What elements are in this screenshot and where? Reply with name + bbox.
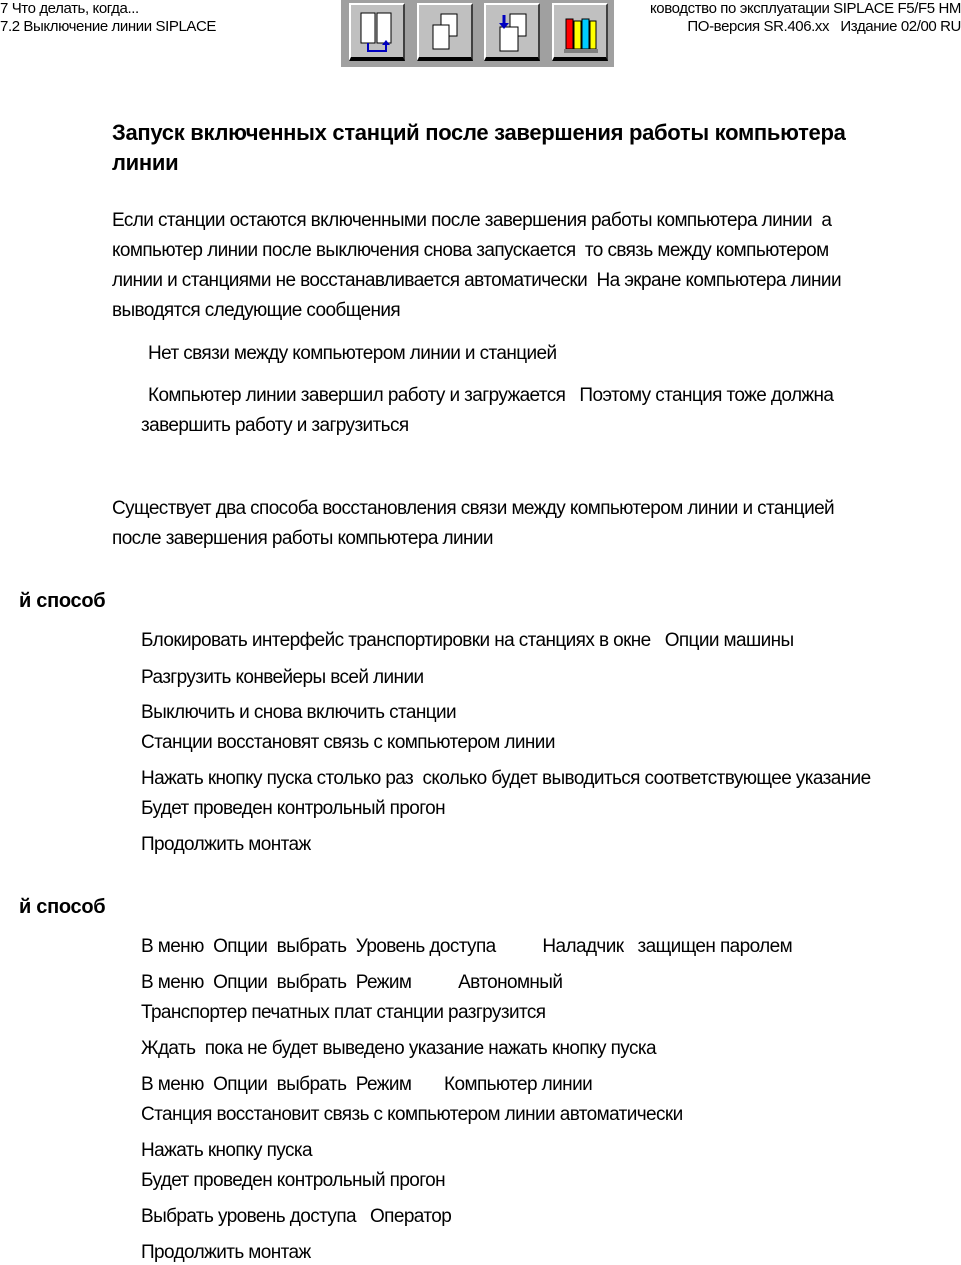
chapter-header: 7 Что делать, когда...: [0, 0, 139, 17]
method2-heading: й способ: [19, 896, 106, 918]
step: Блокировать интерфейс транспортировки на станциях в окне Опции машины: [141, 630, 794, 651]
index-icon: [494, 11, 532, 55]
step-result: Транспортер печатных плат станции разгрузится: [141, 1002, 546, 1023]
step-result: Станции восстановят связь с компьютером линии: [141, 732, 555, 753]
manual-title: ководство по эксплуатации SIPLACE F5/F5 HM: [649, 0, 961, 17]
navigation-toolbar: [341, 0, 614, 67]
step-result: Будет проведен контрольный прогон: [141, 798, 446, 819]
message-item-cont: завершить работу и загрузиться: [141, 415, 409, 436]
step: Нажать кнопку пуска столько раз сколько будет выводиться соответствующее указание: [141, 768, 871, 789]
step: Ждать пока не будет выведено указание нажать кнопку пуска: [141, 1038, 656, 1059]
section-header: 7.2 Выключение линии SIPLACE: [0, 18, 217, 35]
step: Нажать кнопку пуска: [141, 1140, 312, 1161]
step: Выключить и снова включить станции: [141, 702, 457, 723]
intro-line: Если станции остаются включенными после завершения работы компьютера линии а: [112, 210, 832, 231]
methods-intro: после завершения работы компьютера линии: [112, 528, 493, 549]
intro-line: линии и станциями не восстанавливается автоматически На экране компьютера линии: [112, 270, 841, 291]
step: Продолжить монтаж: [141, 1242, 311, 1263]
step-result: Станция восстановит связь с компьютером линии автоматически: [141, 1104, 683, 1125]
index-button[interactable]: [484, 3, 540, 61]
page-icon: [427, 11, 465, 55]
step: В меню Опции выбрать Уровень доступа Наладчик защищен паролем: [141, 936, 793, 957]
contents-icon: [359, 11, 397, 55]
step: Выбрать уровень доступа Оператор: [141, 1206, 452, 1227]
step: В меню Опции выбрать Режим Компьютер линии: [141, 1074, 593, 1095]
step: Разгрузить конвейеры всей линии: [141, 667, 424, 688]
method1-heading: й способ: [19, 590, 106, 612]
methods-intro: Существует два способа восстановления связи между компьютером линии и станцией: [112, 498, 835, 519]
library-icon: [562, 11, 600, 55]
page-button[interactable]: [417, 3, 473, 61]
step-result: Будет проведен контрольный прогон: [141, 1170, 446, 1191]
message-item: Нет связи между компьютером линии и станцией: [148, 343, 557, 364]
message-item: Компьютер линии завершил работу и загружается Поэтому станция тоже должна: [148, 385, 834, 406]
version-info: ПО-версия SR.406.xx Издание 02/00 RU: [687, 18, 961, 35]
contents-button[interactable]: [349, 3, 405, 61]
page-title: Запуск включенных станций после завершения работы компьютера: [112, 120, 846, 145]
step: Продолжить монтаж: [141, 834, 311, 855]
step: В меню Опции выбрать Режим Автономный: [141, 972, 563, 993]
page-title-cont: линии: [112, 150, 179, 175]
library-button[interactable]: [552, 3, 608, 61]
intro-line: выводятся следующие сообщения: [112, 300, 401, 321]
intro-line: компьютер линии после выключения снова запускается то связь между компьютером: [112, 240, 829, 261]
